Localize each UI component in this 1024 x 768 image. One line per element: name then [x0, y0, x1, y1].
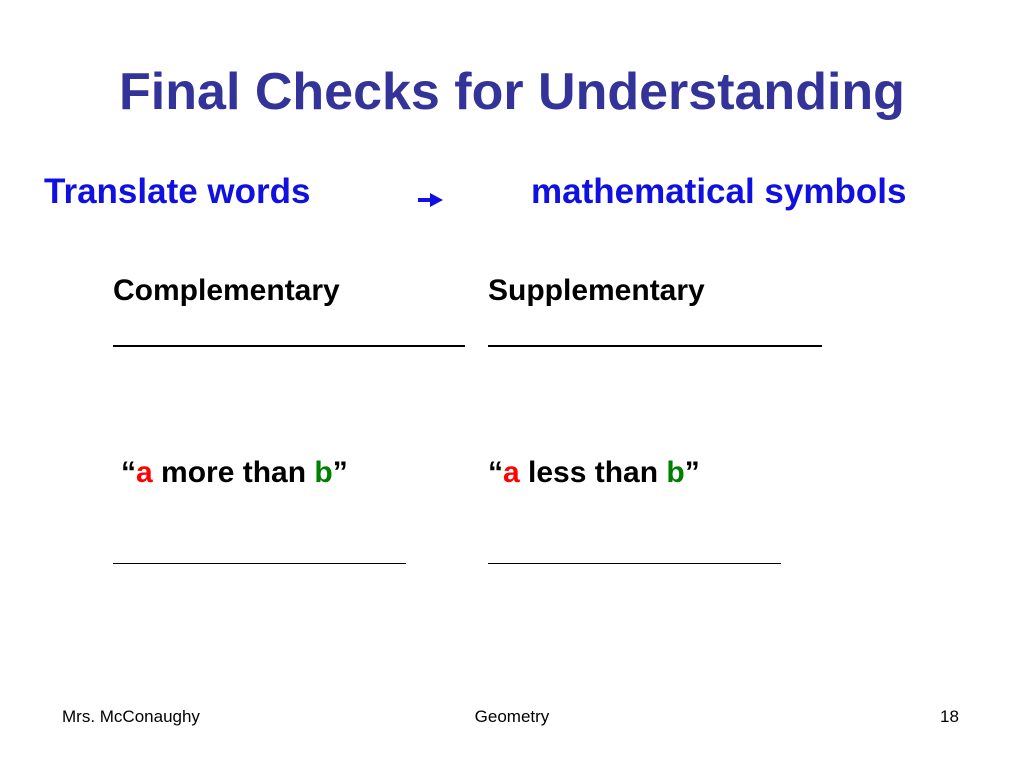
- answer-blank-less-than: [488, 563, 781, 564]
- subtitle-translate-words: Translate words: [44, 172, 311, 211]
- answer-blank-supplementary: [488, 345, 822, 347]
- variable-b: b: [314, 456, 333, 489]
- footer-page-number: 18: [940, 707, 959, 726]
- footer-author: Mrs. McConaughy: [62, 707, 200, 726]
- heading-supplementary: Supplementary: [488, 274, 705, 307]
- phrase-a-more-than-b: [121, 456, 348, 490]
- subtitle-mathematical-symbols: mathematical symbols: [531, 172, 907, 211]
- phrase-a-less-than-b: [488, 456, 700, 490]
- footer-subject: Geometry: [474, 707, 550, 726]
- phrase-middle-text: more than: [152, 456, 315, 489]
- answer-blank-more-than: [113, 563, 406, 564]
- variable-b: b: [666, 456, 685, 489]
- slide-title: Final Checks for Understanding: [119, 63, 905, 121]
- phrase-middle-text: less than: [519, 456, 667, 489]
- variable-a: a: [136, 456, 153, 489]
- answer-blank-complementary: [113, 345, 465, 347]
- open-quote: “: [121, 456, 136, 489]
- close-quote: ”: [684, 456, 700, 489]
- heading-complementary: Complementary: [113, 274, 340, 307]
- variable-a: a: [503, 456, 520, 489]
- close-quote: ”: [332, 456, 348, 489]
- open-quote: “: [488, 456, 503, 489]
- right-arrow-icon: [418, 192, 444, 208]
